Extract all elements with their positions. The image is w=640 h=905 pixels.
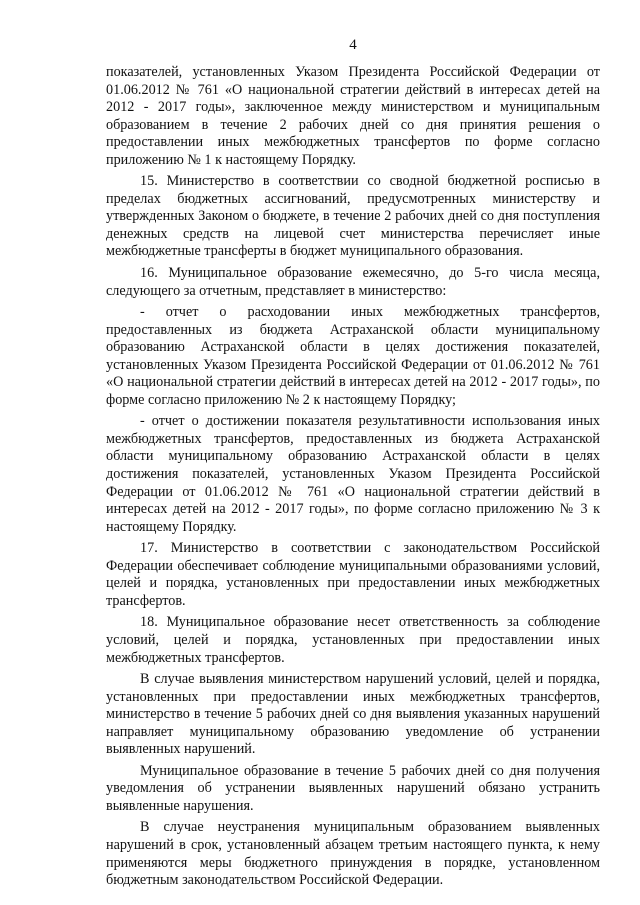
paragraph-item-18: 18. Муниципальное образование несет ответственность за соблюдение условий, целей и порядка, установленных при предоставлении иных межбюджетных трансфертов.: [106, 614, 600, 666]
paragraph-violation-fix: Муниципальное образование в течение 5 рабочих дней со дня получения уведомления об устранении выявленных нарушений обязано устранить выявленные нарушения.: [106, 762, 600, 814]
paragraph-report-performance: - отчет о достижении показателя результативности использования иных межбюджетных трансфертов, предоставленных из бюджета Астраханской области муниципальному образованию Астраханской области в целях достижения показателей, установленных Указом Президента Российской Федерации от 01.06.2012 № 761 «О национальной стратегии действий в интересах детей на 2012 - 2017 годы», по форме согласно приложению № 3 к настоящему Порядку.: [106, 413, 600, 535]
paragraph-item-15: 15. Министерство в соответствии со сводной бюджетной росписью в пределах бюджетных ассигнований, предусмотренных министерству и утвержденных Законом о бюджете, в течение 2 рабочих дней со дня поступления денежных средств на лицевой счет министерства перечисляет иные межбюджетные трансферты в бюджет муниципального образования.: [106, 173, 600, 260]
paragraph-continuation: показателей, установленных Указом Президента Российской Федерации от 01.06.2012 № 761 «О национальной стратегии действий в интересах детей на 2012 - 2017 годы», заключенное между министерством и муниципальным образованием в течение 2 рабочих дней со дня принятия решения о предоставлении иных межбюджетных трансфертов по форме согласно приложению № 1 к настоящему Порядку.: [106, 64, 600, 168]
paragraph-item-16: 16. Муниципальное образование ежемесячно, до 5-го числа месяца, следующего за отчетным, представляет в министерство:: [106, 265, 600, 299]
paragraph-report-expenditure: - отчет о расходовании иных межбюджетных трансфертов, предоставленных из бюджета Астраханской области муниципальному образованию Астраханской области в целях достижения показателей, установленных Указом Президента Российской Федерации от 01.06.2012 № 761 «О национальной стратегии действий в интересах детей на 2012 - 2017 годы», по форме согласно приложению № 2 к настоящему Порядку;: [106, 304, 600, 408]
page-number: 4: [349, 37, 357, 53]
paragraph-violation-notice: В случае выявления министерством нарушений условий, целей и порядка, установленных при предоставлении иных межбюджетных трансфертов, министерство в течение 5 рабочих дней со дня выявления указанных нарушений направляет муниципальному образованию уведомление об устранении выявленных нарушений.: [106, 671, 600, 758]
paragraph-item-17: 17. Министерство в соответствии с законодательством Российской Федерации обеспечивает соблюдение муниципальными образованиями условий, целей и порядка, установленных при предоставлении иных межбюджетных трансфертов.: [106, 540, 600, 609]
paragraph-enforcement: В случае неустранения муниципальным образованием выявленных нарушений в срок, установленный абзацем третьим настоящего пункта, к нему применяются меры бюджетного принуждения в порядке, установленном бюджетным законодательством Российской Федерации.: [106, 819, 600, 889]
